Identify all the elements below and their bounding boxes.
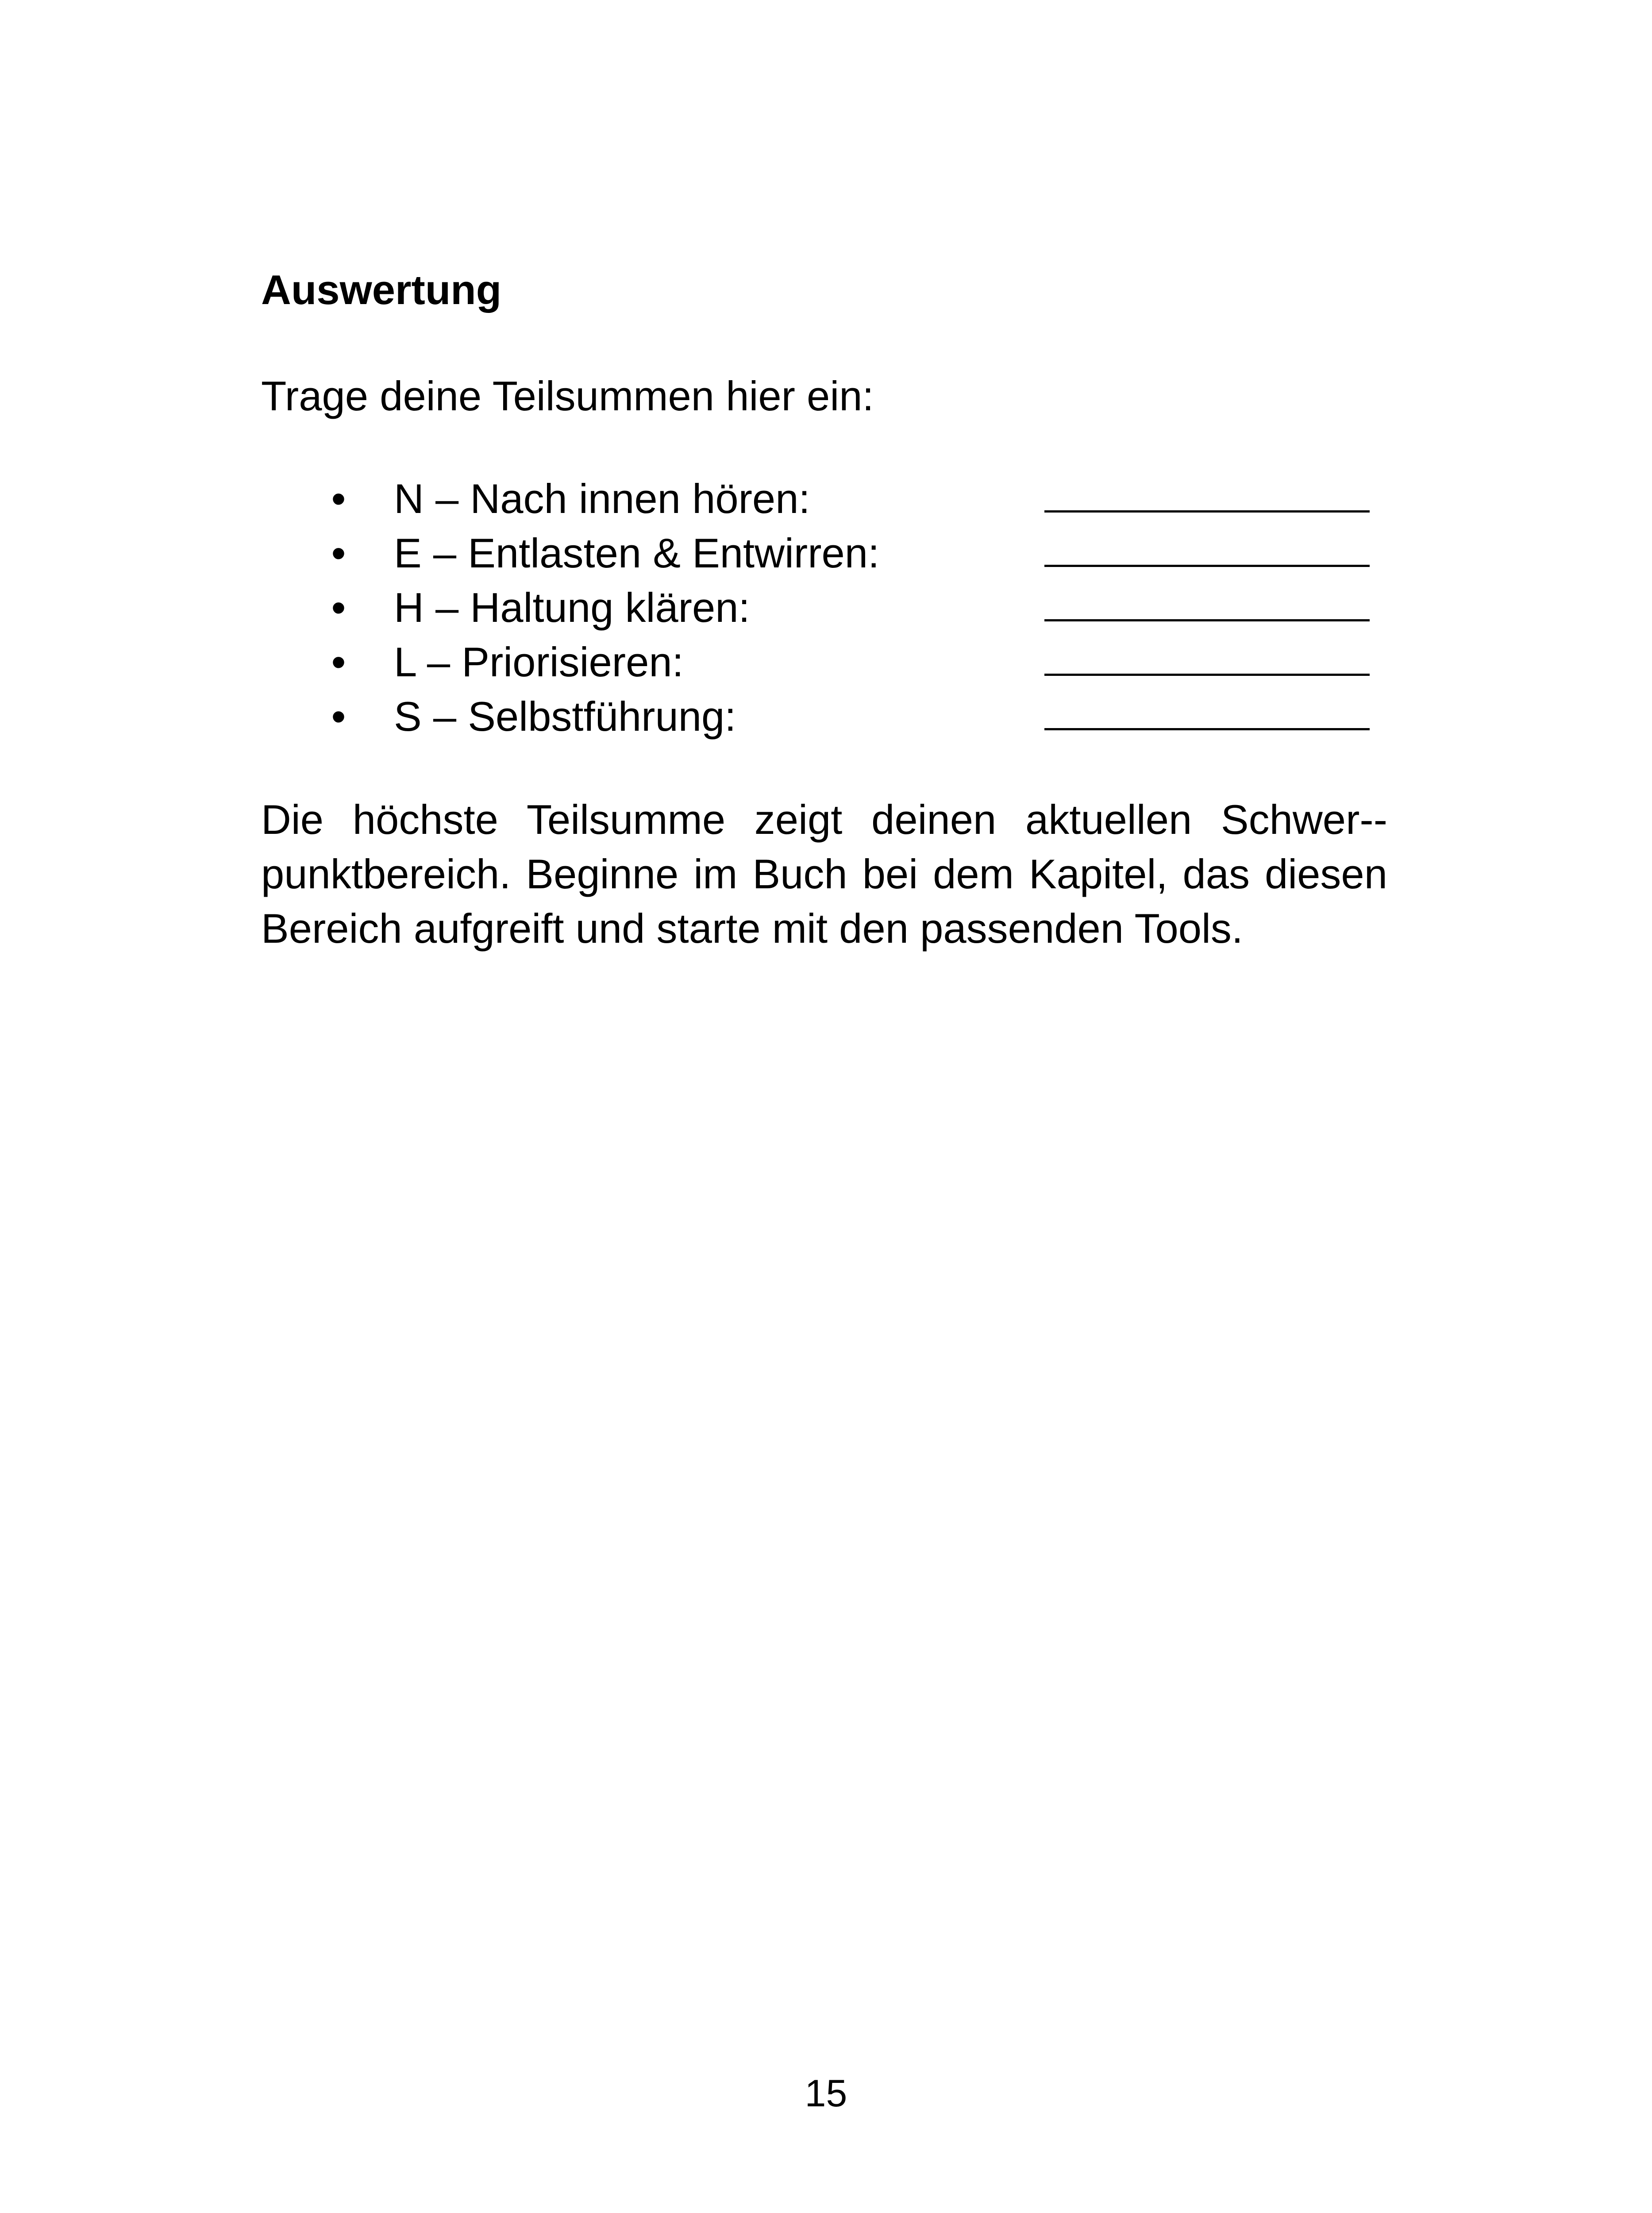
bullet-icon: •	[331, 693, 346, 740]
entry-label: N – Nach innen hören:	[394, 475, 810, 522]
list-item	[261, 689, 1385, 744]
fill-in-blank[interactable]	[1044, 510, 1370, 513]
fill-in-blank[interactable]	[1044, 619, 1370, 621]
entry-label: H – Haltung klären:	[394, 584, 750, 631]
bullet-icon: •	[331, 475, 346, 522]
explanation-paragraph: Die höchste Teilsumme zeigt deinen aktuellen Schwer-punktbereich. Beginne im Buch bei dem Kapitel, das diesen Bereich aufgreift und starte mit den passenden Tools.	[261, 796, 1387, 952]
entry-label: S – Selbstführung:	[394, 693, 736, 740]
fill-in-blank[interactable]	[1044, 674, 1370, 676]
fill-in-blank[interactable]	[1044, 565, 1370, 567]
entry-label: E – Entlasten & Entwirren:	[394, 530, 880, 576]
list-item	[261, 471, 1385, 526]
list-item	[261, 635, 1385, 689]
section-heading: Auswertung	[261, 266, 502, 313]
subtotal-list	[261, 471, 1385, 744]
page-number: 15	[805, 2072, 847, 2115]
list-item	[261, 526, 1385, 580]
entry-label: L – Priorisieren:	[394, 639, 684, 685]
bullet-icon: •	[331, 584, 346, 631]
bullet-icon: •	[331, 639, 346, 685]
fill-in-blank[interactable]	[1044, 728, 1370, 730]
bullet-icon: •	[331, 530, 346, 576]
list-item	[261, 580, 1385, 635]
intro-text: Trage deine Teilsummen hier ein:	[261, 373, 874, 419]
